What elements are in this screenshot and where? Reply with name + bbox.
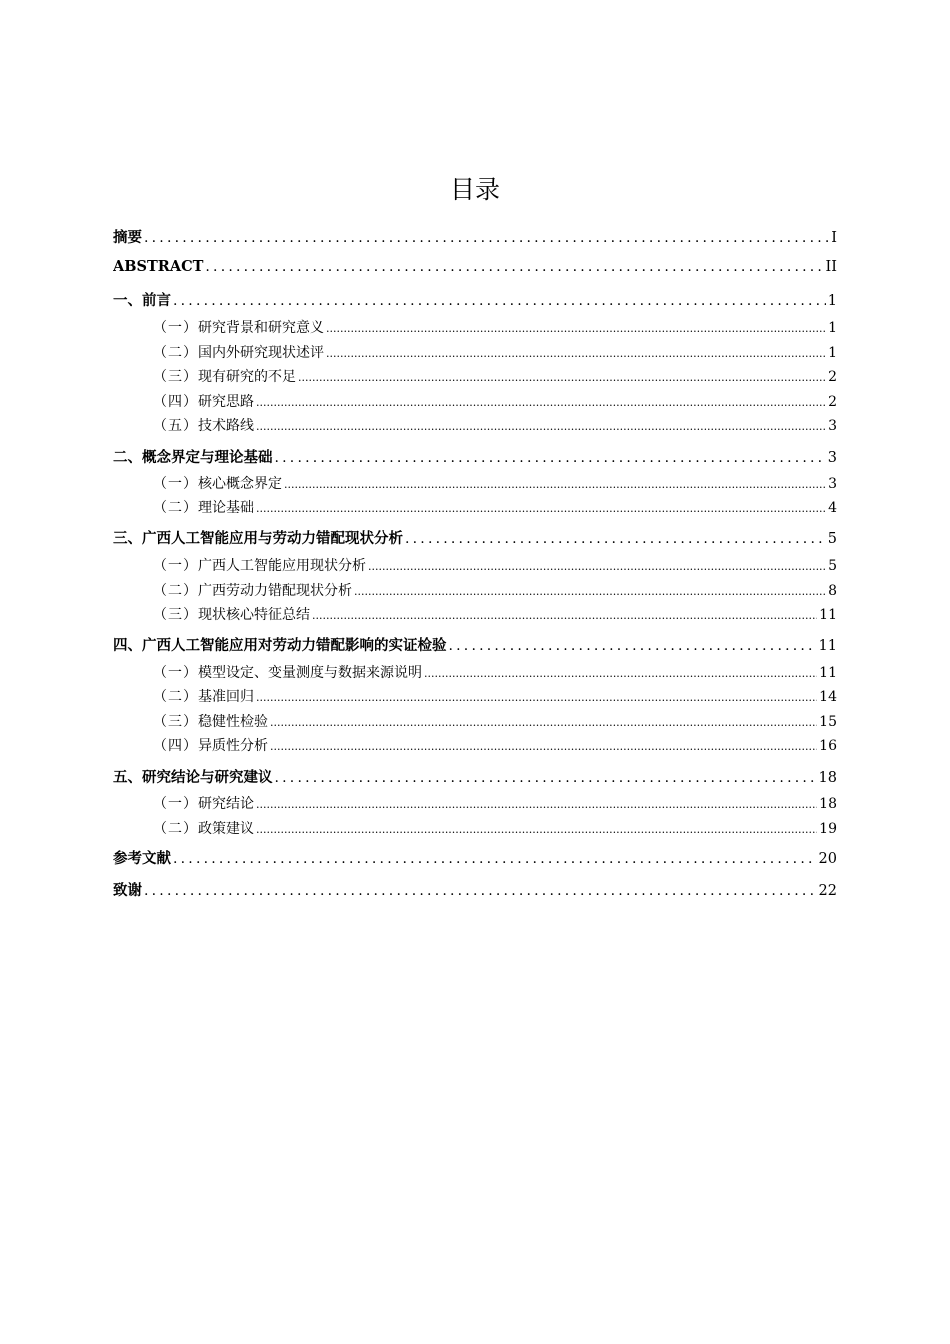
toc-entry-number: 三、 [113,530,142,547]
toc-dot-leader [256,798,817,811]
toc-dot-leader [449,638,817,654]
toc-entry-number: 四、 [113,637,142,654]
toc-entry-label: 致谢 [113,882,142,899]
toc-entry-label: 模型设定、变量测度与数据来源说明 [198,665,422,681]
toc-page-number: 3 [827,450,837,466]
toc-page-number: 3 [828,418,837,434]
toc-entry-label: 研究背景和研究意义 [198,320,324,336]
toc-page-number: 4 [828,500,837,516]
toc-page-number: 11 [819,607,837,623]
toc-entry-label: 摘要 [113,229,142,246]
toc-entry-label: 基准回归 [198,689,254,705]
toc-page-number: 19 [819,821,837,837]
toc-subentry[interactable] [153,473,837,493]
toc-dot-leader [256,396,826,409]
toc-entry[interactable] [113,847,837,868]
toc-page-number: 18 [819,796,837,812]
toc-dot-leader [256,691,817,704]
toc-entry-number: （二） [153,345,198,361]
toc-entry-number: （二） [153,583,198,599]
toc-entry-number: （二） [153,689,198,705]
toc-page-number: 15 [819,714,837,730]
toc-dot-leader [284,478,826,491]
toc-dot-leader [256,502,826,515]
toc-entry[interactable] [113,879,837,900]
toc-page-number: 3 [828,476,837,492]
toc-dot-leader [354,585,826,598]
toc-dot-leader [205,259,823,275]
toc-entry-number: （一） [153,665,198,681]
toc-page-number: 1 [827,293,837,309]
toc-subentry[interactable] [153,793,837,813]
toc-page-number: 20 [818,851,837,867]
toc-entry[interactable] [113,446,837,467]
toc-dot-leader [326,347,826,360]
toc-entry-label: ABSTRACT [113,258,204,275]
toc-page-number: 18 [818,770,837,786]
toc-subentry[interactable] [153,711,837,731]
toc-entry-number: 一、 [113,292,142,309]
toc-page-number: 2 [828,394,837,410]
toc-page-number: 11 [819,665,837,681]
toc-entry-label: 广西人工智能应用对劳动力错配影响的实证检验 [142,637,447,654]
toc-dot-leader [275,770,817,786]
toc-page-number: 1 [828,320,837,336]
toc-subentry[interactable] [153,735,837,755]
toc-entry-number: （二） [153,500,198,516]
toc-dot-leader [368,560,826,573]
toc-entry-label: 现状核心特征总结 [198,607,310,623]
toc-entry-label: 研究结论 [198,796,254,812]
toc-entry[interactable] [113,258,837,275]
toc-page-number: 11 [818,638,837,654]
toc-dot-leader [144,883,817,899]
toc-entry-number: （四） [153,394,198,410]
toc-dot-leader [270,740,817,753]
toc-dot-leader [312,609,817,622]
toc-entry-number: 五、 [113,769,142,786]
toc-dot-leader [326,322,826,335]
toc-entry-number: （五） [153,418,198,434]
toc-entry[interactable] [113,634,837,655]
toc-entry-label: 异质性分析 [198,738,268,754]
toc-dot-leader [256,823,817,836]
toc-page-number: II [825,259,837,275]
toc-entry-label: 前言 [142,292,171,309]
toc-page-number: 22 [818,883,837,899]
toc-dot-leader [256,420,826,433]
toc-page-number: 14 [819,689,837,705]
toc-entry-number: （一） [153,320,198,336]
toc-dot-leader [144,230,829,246]
toc-subentry[interactable] [153,555,837,575]
toc-page-number: 5 [828,558,837,574]
toc-dot-leader [173,851,817,867]
toc-entry-number: （一） [153,558,198,574]
toc-entry[interactable] [113,766,837,787]
toc-entry-label: 技术路线 [198,418,254,434]
toc-dot-leader [275,450,826,466]
toc-entry-number: （一） [153,476,198,492]
toc-entry-number: （三） [153,369,198,385]
toc-subentry[interactable] [153,662,837,682]
toc-entry-label: 参考文献 [113,850,171,867]
toc-dot-leader [298,371,826,384]
toc-entry-label: 稳健性检验 [198,714,268,730]
toc-entry-label: 核心概念界定 [198,476,282,492]
toc-page-number: 5 [827,531,837,547]
toc-page-number: 16 [819,738,837,754]
toc-dot-leader [270,716,817,729]
toc-entry-number: （四） [153,738,198,754]
page-title: 目录 [449,175,500,204]
toc-entry-label: 研究结论与研究建议 [142,769,273,786]
toc-subentry[interactable] [153,497,837,517]
toc-entry-number: （三） [153,607,198,623]
toc-subentry[interactable] [153,604,837,624]
toc-subentry[interactable] [153,415,837,435]
toc-page-number: 8 [828,583,837,599]
toc-dot-leader [424,667,817,680]
toc-entry-number: （三） [153,714,198,730]
toc-entry-label: 理论基础 [198,500,254,516]
toc-entry-label: 广西人工智能应用现状分析 [198,558,366,574]
toc-dot-leader [173,293,826,309]
toc-entry-label: 广西人工智能应用与劳动力错配现状分析 [142,530,403,547]
toc-subentry[interactable] [153,366,837,386]
toc-entry-number: （二） [153,821,198,837]
toc-entry[interactable] [113,226,837,247]
toc-entry-label: 国内外研究现状述评 [198,345,324,361]
toc-subentry[interactable] [153,342,837,362]
toc-subentry[interactable] [153,580,837,600]
toc-entry-label: 现有研究的不足 [198,369,296,385]
toc-page-number: 1 [828,345,837,361]
toc-entry-label: 概念界定与理论基础 [142,449,273,466]
toc-subentry[interactable] [153,818,837,838]
toc-entry[interactable] [113,527,837,548]
toc-entry[interactable] [113,289,837,310]
toc-entry-label: 政策建议 [198,821,254,837]
toc-subentry[interactable] [153,686,837,706]
toc-page-number: I [831,230,837,246]
toc-page-number: 2 [828,369,837,385]
toc-subentry[interactable] [153,391,837,411]
toc-subentry[interactable] [153,317,837,337]
toc-entry-label: 研究思路 [198,394,254,410]
toc-entry-label: 广西劳动力错配现状分析 [198,583,352,599]
toc-dot-leader [405,531,826,547]
toc-entry-number: 二、 [113,449,142,466]
toc-entry-number: （一） [153,796,198,812]
